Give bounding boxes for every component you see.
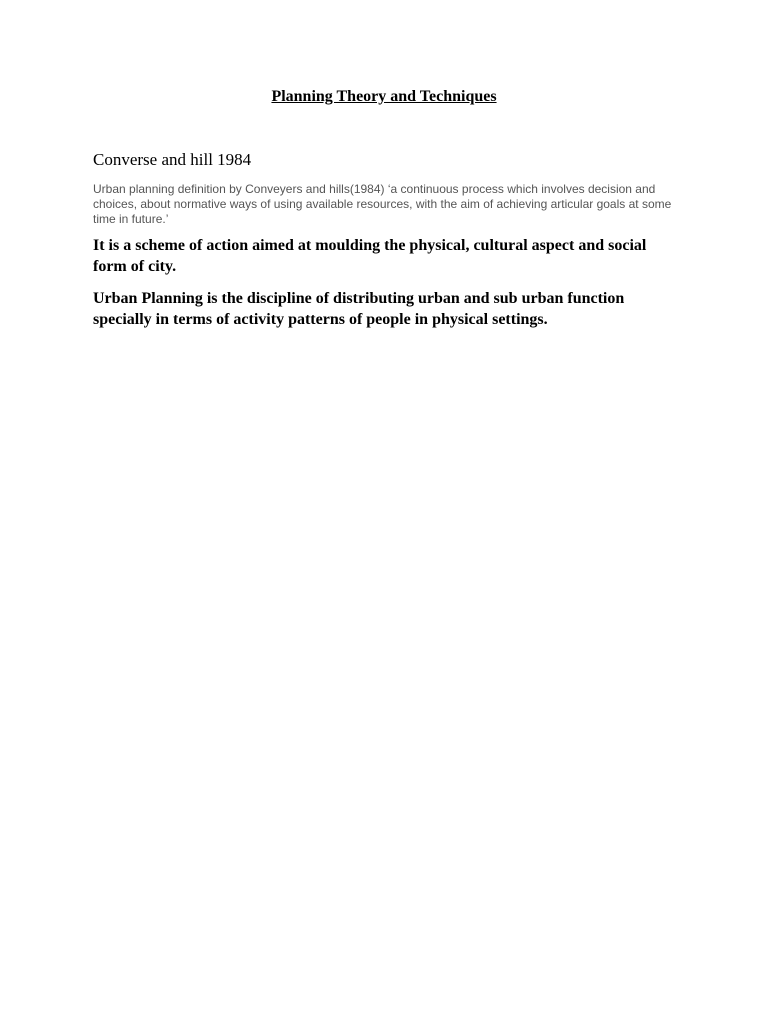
section-heading: Converse and hill 1984 [93,150,252,169]
document-body [93,149,683,341]
page-title: Planning Theory and Techniques [271,88,497,105]
definition-text: Urban planning definition by Conveyers and hills(1984) ‘a continuous process which involves decision and choices, about normative ways of using available resources, with the aim of achieving articular goals at some time in future.’ [93,182,672,226]
paragraph-scheme: It is a scheme of action aimed at moulding the physical, cultural aspect and social form of city. [93,237,647,275]
paragraph-urban-planning: Urban Planning is the discipline of distributing urban and sub urban function specially in terms of activity patterns of people in physical settings. [93,290,625,328]
